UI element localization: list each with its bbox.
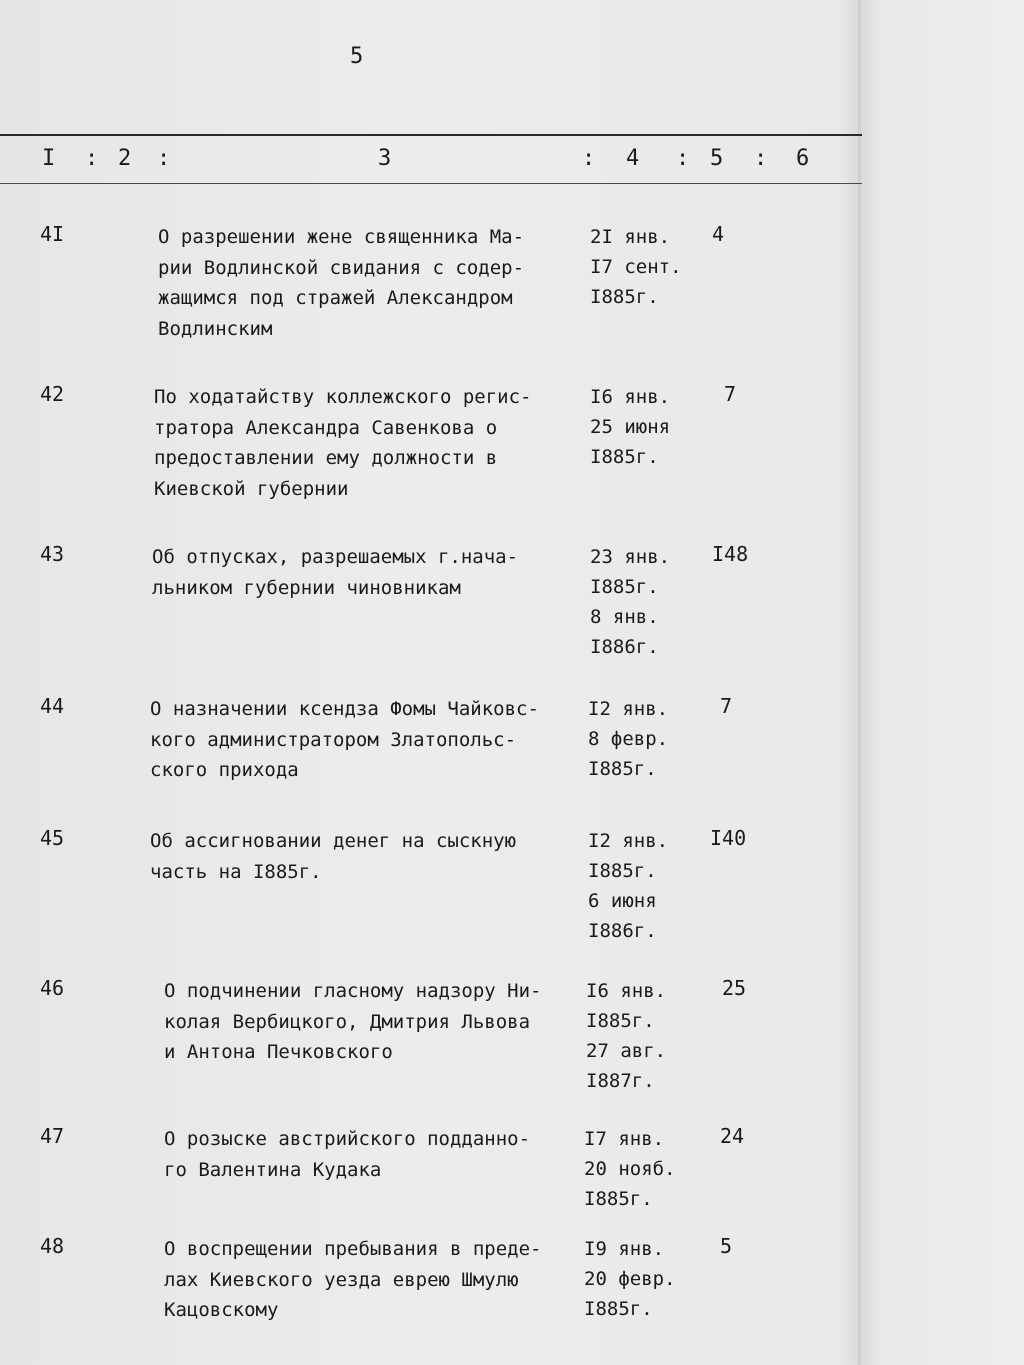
row-description: О подчинении гласному надзору Ни- колая Вербицкого, Дмитрия Львова и Антона Печковского	[164, 980, 542, 1063]
row-number: 46	[40, 976, 65, 1000]
column-header-6: 6	[796, 146, 812, 171]
row-description: О назначении ксендза Фомы Чайковс- кого администратором Златопольс- ского прихода	[150, 698, 539, 781]
row-number: 48	[40, 1234, 65, 1258]
row-sheet-count: 7	[720, 694, 733, 718]
column-separator: :	[157, 146, 173, 171]
header-rule-bottom	[0, 183, 862, 184]
row-sheet-count: 25	[722, 976, 747, 1000]
row-dates: 2I янв. I7 сент. I885г.	[590, 226, 682, 308]
row-dates: I6 янв. I885г. 27 авг. I887г.	[586, 980, 667, 1092]
row-number: 47	[40, 1124, 65, 1148]
row-number: 4I	[40, 222, 65, 246]
row-description: По ходатайству коллежского регис- тратора Александра Савенкова о предоставлении ему должности в Киевской губернии	[154, 386, 532, 500]
row-description: О разрешении жене священника Ма- рии Водлинской свидания с содер- жащимся под стражей Александром Водлинским	[158, 226, 525, 340]
row-sheet-count: 5	[720, 1234, 733, 1258]
row-dates: I7 янв. 20 нояб. I885г.	[584, 1128, 676, 1210]
row-description: Об отпусках, разрешаемых г.нача- льником губернии чиновникам	[152, 546, 519, 599]
column-header-1: I	[42, 146, 58, 171]
row-sheet-count: I48	[712, 542, 749, 566]
page-edge-shadow	[858, 0, 861, 1365]
row-description: О воспрещении пребывания в преде- лах Киевского уезда еврею Шмулю Кацовскому	[164, 1238, 542, 1321]
row-description: О розыске австрийского подданно- го Валентина Кудака	[164, 1128, 531, 1181]
column-header-2: 2	[118, 146, 134, 171]
column-separator: :	[85, 146, 101, 171]
row-number: 44	[40, 694, 65, 718]
column-separator: :	[582, 146, 598, 171]
row-dates: 23 янв. I885г. 8 янв. I886г.	[590, 546, 671, 658]
row-sheet-count: I40	[710, 826, 747, 850]
row-sheet-count: 7	[724, 382, 737, 406]
column-header-4: 4	[626, 146, 642, 171]
row-dates: I2 янв. 8 февр. I885г.	[588, 698, 669, 780]
row-dates: I9 янв. 20 февр. I885г.	[584, 1238, 676, 1320]
row-number: 43	[40, 542, 65, 566]
column-header-5: 5	[710, 146, 726, 171]
column-header-3: 3	[378, 146, 394, 171]
header-rule-top	[0, 134, 862, 136]
row-dates: I6 янв. 25 июня I885г.	[590, 386, 671, 468]
row-number: 42	[40, 382, 65, 406]
column-separator: :	[754, 146, 770, 171]
row-dates: I2 янв. I885г. 6 июня I886г.	[588, 830, 669, 942]
row-sheet-count: 4	[712, 222, 725, 246]
page-number: 5	[350, 44, 364, 69]
row-description: Об ассигновании денег на сыскную часть на I885г.	[150, 830, 517, 883]
row-number: 45	[40, 826, 65, 850]
row-sheet-count: 24	[720, 1124, 745, 1148]
column-separator: :	[676, 146, 692, 171]
